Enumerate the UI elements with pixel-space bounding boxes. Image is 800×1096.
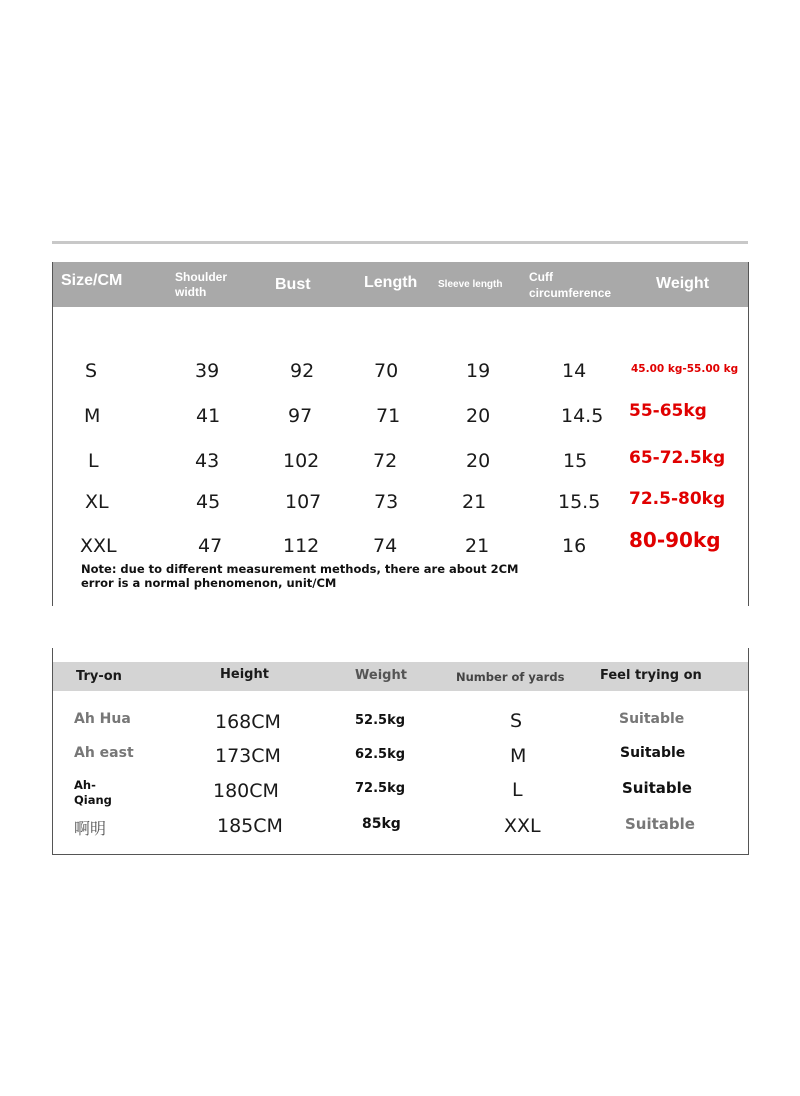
tryon-row1-weight: 52.5kg (355, 713, 406, 728)
row-xl-cuff: 15.5 (558, 491, 601, 513)
tryon-row4-size: XXL (504, 815, 541, 837)
header-cuff-2: circumference (529, 286, 612, 300)
header-bust: Bust (275, 276, 311, 293)
row-l-bust: 102 (283, 450, 320, 472)
tryon-row2-size: M (510, 745, 527, 767)
note-line-1: Note: due to different measurement methods, there are about 2CM (81, 562, 519, 576)
tryon-row4-name: 啊明 (74, 819, 107, 838)
note-line-2: error is a normal phenomenon, unit/CM (81, 576, 337, 590)
tryon-row3-name-line1: Ah- (74, 778, 96, 792)
row-xxl-weight: 80-90kg (629, 528, 721, 552)
tryon-row3-feel: Suitable (622, 779, 692, 797)
row-m-cuff: 14.5 (561, 405, 604, 427)
tryon-table (52, 648, 749, 855)
row-xxl-shoulder: 47 (198, 535, 223, 557)
tryon-row4-weight: 85kg (362, 816, 401, 832)
tryon-row3-name (74, 778, 112, 808)
header-shoulder-1: Shoulder (175, 270, 228, 284)
row-s-weight: 45.00 kg-55.00 kg (631, 363, 739, 375)
size-chart-header (53, 262, 748, 307)
tryon-row4-height: 185CM (217, 815, 283, 837)
tryon-row3-size: L (512, 779, 523, 801)
row-l-shoulder: 43 (195, 450, 220, 472)
row-l-size: L (88, 450, 99, 472)
row-s-shoulder: 39 (195, 360, 220, 382)
row-xl-length: 73 (374, 491, 399, 513)
tryon-row3-weight: 72.5kg (355, 781, 406, 796)
tryon-row1-name: Ah Hua (74, 711, 131, 727)
tryon-row1-height: 168CM (215, 711, 281, 733)
row-m-size: M (84, 405, 101, 427)
measurement-note (81, 562, 521, 590)
header-sleeve: Sleeve length (438, 279, 503, 290)
tryon-row1-feel: Suitable (619, 711, 685, 727)
row-m-length: 71 (376, 405, 401, 427)
header-shoulder-2: width (175, 285, 207, 299)
tryon-header (53, 662, 748, 691)
tryon-row2-height: 173CM (215, 745, 281, 767)
row-s-sleeve: 19 (466, 360, 491, 382)
header-size: Size/CM (61, 272, 123, 289)
header-length: Length (364, 274, 418, 291)
row-xxl-cuff: 16 (562, 535, 587, 557)
tryon-header-height: Height (220, 667, 269, 682)
tryon-row2-feel: Suitable (620, 745, 686, 761)
tryon-row4-feel: Suitable (625, 815, 695, 833)
tryon-row2-name: Ah east (74, 745, 134, 761)
header-weight: Weight (656, 275, 710, 292)
row-xxl-bust: 112 (283, 535, 320, 557)
tryon-header-name: Try-on (76, 669, 122, 684)
size-chart (52, 262, 749, 606)
tryon-row2-weight: 62.5kg (355, 747, 406, 762)
row-xl-bust: 107 (285, 491, 322, 513)
row-s-bust: 92 (290, 360, 315, 382)
row-xl-sleeve: 21 (462, 491, 487, 513)
row-m-weight: 55-65kg (629, 401, 707, 421)
row-xl-shoulder: 45 (196, 491, 221, 513)
row-s-cuff: 14 (562, 360, 587, 382)
row-s-size: S (85, 360, 98, 382)
row-m-sleeve: 20 (466, 405, 491, 427)
tryon-header-weight: Weight (355, 668, 407, 683)
tryon-row1-size: S (510, 710, 523, 732)
row-l-weight: 65-72.5kg (629, 448, 726, 468)
tryon-row3-name-line2: Qiang (74, 793, 112, 807)
header-cuff-1: Cuff (529, 270, 553, 284)
row-l-sleeve: 20 (466, 450, 491, 472)
tryon-header-yards: Number of yards (456, 670, 565, 684)
row-xl-weight: 72.5-80kg (629, 489, 726, 509)
tryon-row3-height: 180CM (213, 780, 279, 802)
row-m-shoulder: 41 (196, 405, 221, 427)
row-xxl-sleeve: 21 (465, 535, 490, 557)
row-s-length: 70 (374, 360, 399, 382)
top-divider (52, 241, 748, 244)
tryon-header-feel: Feel trying on (600, 668, 702, 683)
row-l-length: 72 (373, 450, 398, 472)
row-xl-size: XL (85, 491, 109, 513)
row-m-bust: 97 (288, 405, 313, 427)
row-l-cuff: 15 (563, 450, 588, 472)
row-xxl-size: XXL (80, 535, 117, 557)
row-xxl-length: 74 (373, 535, 398, 557)
